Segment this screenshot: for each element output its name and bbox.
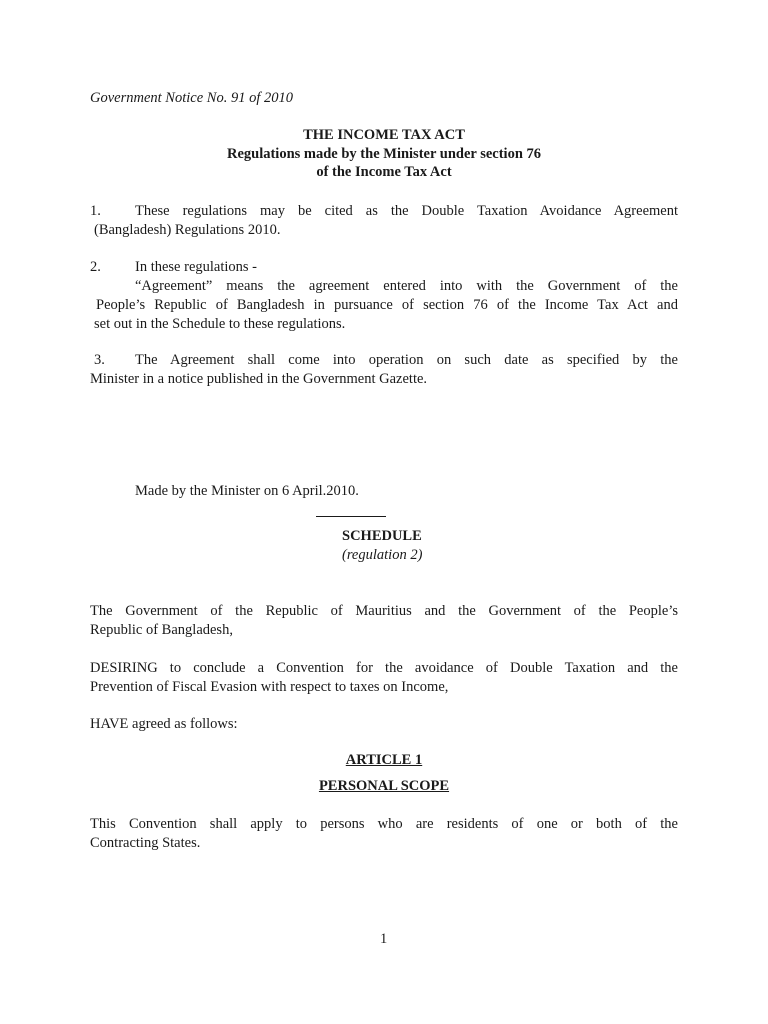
regulation-2	[90, 258, 678, 334]
regulation-2-number: 2.	[90, 259, 101, 275]
article-1-line-2: Contracting States.	[90, 835, 201, 851]
preamble-agreed: HAVE agreed as follows:	[90, 716, 238, 732]
page-number: 1	[380, 931, 388, 947]
regulation-1-line-1: These regulations may be cited as the Double Taxation Avoidance Agreement	[135, 203, 678, 219]
government-notice: Government Notice No. 91 of 2010	[90, 90, 293, 106]
preamble-parties	[90, 602, 678, 640]
regulation-2-line-4: set out in the Schedule to these regulations.	[94, 316, 346, 332]
act-subtitle-line-1: Regulations made by the Minister under section 76	[226, 146, 542, 162]
regulation-3-line-1: The Agreement shall come into operation on such date as specified by the	[135, 352, 678, 368]
preamble-desiring-line-2: Prevention of Fiscal Evasion with respect to taxes on Income,	[90, 679, 449, 695]
made-by-minister: Made by the Minister on 6 April.2010.	[135, 483, 359, 499]
act-title: THE INCOME TAX ACT	[303, 127, 465, 143]
article-1-text	[90, 815, 678, 853]
section-divider	[316, 516, 386, 517]
preamble-desiring-line-1: DESIRING to conclude a Convention for the avoidance of Double Taxation and the	[90, 660, 678, 676]
schedule-title: SCHEDULE	[342, 528, 422, 544]
article-1-subheading: PERSONAL SCOPE	[318, 778, 450, 794]
regulation-2-line-1: In these regulations -	[135, 259, 258, 275]
preamble-parties-line-2: Republic of Bangladesh,	[90, 622, 233, 638]
regulation-2-line-3: People’s Republic of Bangladesh in pursuance of section 76 of the Income Tax Act and	[96, 297, 678, 313]
regulation-2-line-2: “Agreement” means the agreement entered into with the Government of the	[135, 278, 678, 294]
regulation-1-line-2: (Bangladesh) Regulations 2010.	[94, 222, 281, 238]
regulation-3-number: 3.	[94, 352, 105, 368]
article-1-heading: ARTICLE 1	[345, 752, 423, 768]
preamble-parties-line-1: The Government of the Republic of Mauritius and the Government of the People’s	[90, 603, 678, 619]
act-subtitle-line-2: of the Income Tax Act	[316, 164, 452, 180]
regulation-3-line-2: Minister in a notice published in the Government Gazette.	[90, 371, 428, 387]
regulation-1-number: 1.	[90, 203, 101, 219]
preamble-desiring	[90, 659, 678, 697]
article-1-line-1: This Convention shall apply to persons who are residents of one or both of the	[90, 816, 678, 832]
regulation-1	[90, 202, 678, 240]
schedule-reference: (regulation 2)	[342, 547, 423, 563]
regulation-3	[90, 351, 678, 389]
